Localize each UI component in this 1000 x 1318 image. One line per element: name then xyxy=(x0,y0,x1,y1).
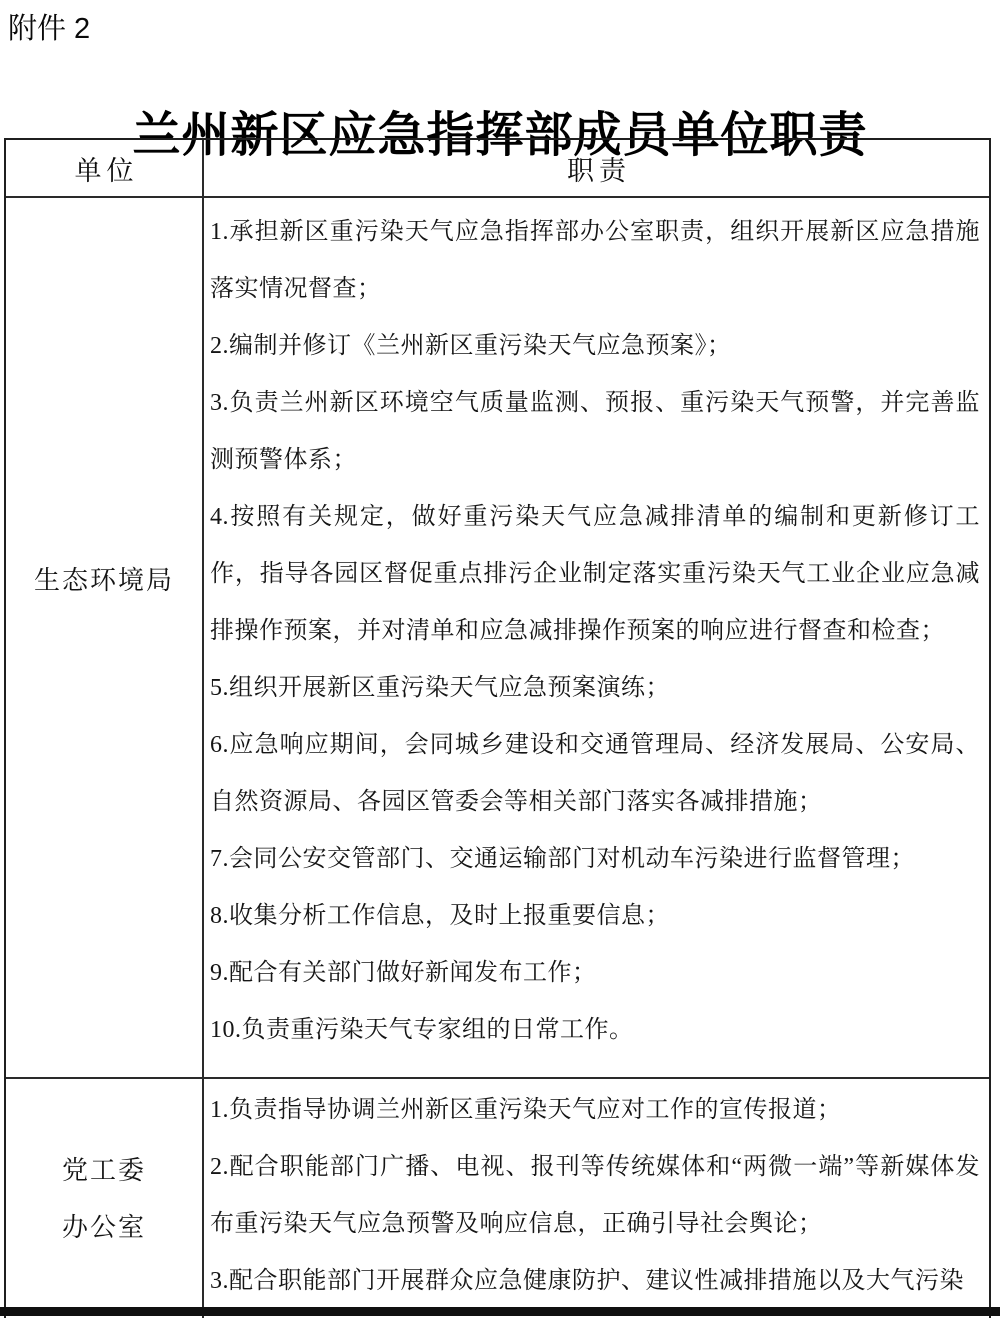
table-row xyxy=(6,1079,989,1318)
page-title: 兰州新区应急指挥部成员单位职责 xyxy=(132,109,868,163)
duty-item: 8.收集分析工作信息，及时上报重要信息； xyxy=(210,903,670,929)
duty-item: 2.配合职能部门广播、电视、报刊等传统媒体和“两微一端”等新媒体发布重污染天气应急预警及响应信息，正确引导社会舆论； xyxy=(210,1154,980,1237)
duty-item: 2.编制并修订《兰州新区重污染天气应急预案》； xyxy=(210,333,732,359)
attachment-label: 附件 2 xyxy=(8,13,91,45)
unit-name-line: 党工委 xyxy=(61,1155,146,1185)
duty-item: 4.按照有关规定，做好重污染天气应急减排清单的编制和更新修订工作，指导各园区督促重点排污企业制定落实重污染天气工业企业应急减排操作预案，并对清单和应急减排操作预案的响应进行督查和检查； xyxy=(210,504,980,644)
duty-item: 5.组织开展新区重污染天气应急预案演练； xyxy=(210,675,670,701)
column-header-unit: 单位 xyxy=(6,140,204,196)
column-header-duty: 职责 xyxy=(567,155,631,186)
table-bottom-border xyxy=(0,1307,1000,1316)
duty-item: 9.配合有关部门做好新闻发布工作； xyxy=(210,960,597,986)
responsibilities-table xyxy=(4,138,991,1318)
unit-cell xyxy=(6,1079,204,1318)
unit-name-line: 办公室 xyxy=(61,1212,146,1242)
table-header-row xyxy=(6,140,989,198)
duty-item: 7.会同公安交管部门、交通运输部门对机动车污染进行监督管理； xyxy=(210,846,915,872)
duty-item: 3.配合职能部门开展群众应急健康防护、建议性减排措施以及大气污染 xyxy=(210,1268,964,1294)
duty-item: 3.负责兰州新区环境空气质量监测、预报、重污染天气预警，并完善监测预警体系； xyxy=(210,390,980,473)
duty-item: 1.承担新区重污染天气应急指挥部办公室职责，组织开展新区应急措施落实情况督查； xyxy=(210,219,980,302)
duty-cell xyxy=(204,1079,989,1318)
duty-cell xyxy=(204,198,989,1077)
unit-cell xyxy=(6,198,204,1077)
duty-item: 6.应急响应期间，会同城乡建设和交通管理局、经济发展局、公安局、自然资源局、各园区管委会等相关部门落实各减排措施； xyxy=(210,732,980,815)
table-row xyxy=(6,198,989,1079)
duty-item: 10.负责重污染天气专家组的日常工作。 xyxy=(210,1017,634,1043)
duty-item: 1.负责指导协调兰州新区重污染天气应对工作的宣传报道； xyxy=(210,1097,842,1123)
unit-name: 生态环境局 xyxy=(33,566,174,595)
